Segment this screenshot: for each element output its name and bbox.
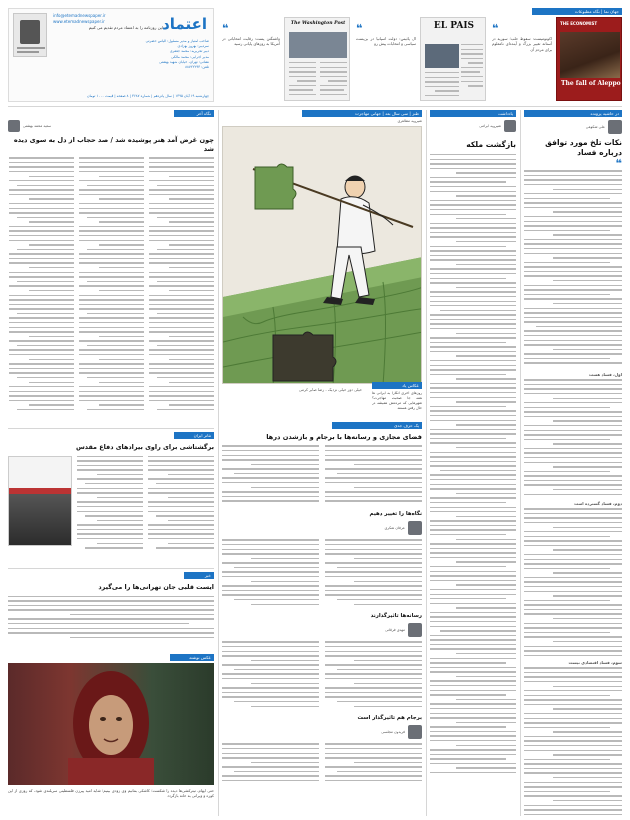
cartoon-caption: خیلی دور خیلی نزدیک - رضا صابر کرمی xyxy=(298,387,362,392)
author-name: شیرویه ابرامی xyxy=(479,124,501,128)
author-avatar xyxy=(408,623,422,637)
article-title[interactable]: بازگشت ملکه xyxy=(466,140,516,149)
paper-headline: The fall of Aleppo xyxy=(561,80,621,87)
article-title[interactable]: ایست قلبی جان تهرانی‌ها را می‌گیرد xyxy=(98,583,214,591)
author-name: علی شکوهی xyxy=(585,125,605,129)
author-avatar xyxy=(8,120,20,132)
author-name: مهدی فرقانی xyxy=(385,628,405,633)
section-label: خبر xyxy=(184,572,214,579)
section-label: یادداشت xyxy=(430,110,516,117)
column-rule xyxy=(218,110,219,816)
newspaper-thumb-economist[interactable] xyxy=(556,17,622,101)
subhead: دوم، فساد گسترده است xyxy=(574,501,622,507)
subhead[interactable]: رسانه‌ها تاثیرگذارند xyxy=(370,613,422,620)
contact-email[interactable]: info@etemadnewspaper.ir xyxy=(53,13,106,18)
masthead-line: نشانی: تهران، خیابان شهید بهشتی xyxy=(159,59,209,64)
tagline: این روزنامه را به اعتماد مردم تقدیم می کنیم xyxy=(88,25,163,30)
paper-photo xyxy=(425,44,459,68)
paper-mast: The Washington Post xyxy=(290,21,346,26)
contact-website[interactable]: www.etemadnewspaper.ir xyxy=(53,19,105,24)
section-label: نگاه آخر xyxy=(174,110,214,117)
author-name: فریدون مجلسی xyxy=(381,730,405,735)
paper-caption-text: اکونومیست: سقوط حلب؛ سوریه در آستانه تغییر بزرگ و آینده‌ای نامعلوم برای مردم آن xyxy=(492,36,552,52)
section-label: در حاشیه پرونده xyxy=(524,110,622,117)
quote-icon: ❝ xyxy=(615,157,622,171)
column-left xyxy=(8,110,214,816)
column-rule xyxy=(520,110,521,816)
masthead-line: تلفن: ۸۸۷۲۲۲۹۳ xyxy=(185,65,209,70)
paper-caption xyxy=(356,17,416,101)
column-center-right xyxy=(430,110,516,816)
quote-icon: ❝ xyxy=(222,22,229,35)
article-title[interactable]: نکات تلخ مورد توافق درباره فساد xyxy=(545,138,622,157)
author-avatar xyxy=(504,120,516,132)
press-review-label: جهان نما | نگاه مطبوعات xyxy=(532,8,622,15)
author-name: شیرویه مظاهری xyxy=(397,119,422,123)
author-name: سعید محمد بهشتی xyxy=(23,124,52,128)
press-review xyxy=(222,8,622,102)
article-title[interactable]: برگشتاشی برای راوی بیرادهای دفاع مقدس xyxy=(75,443,214,451)
paper-caption-text: ال پائیس: دولت اسپانیا در بن‌بست سیاسی و انتخابات پیش رو xyxy=(356,36,416,47)
photo-note-text: روزهای آخری آنکارا به ایرانی ها همه جا صحبت مهاجرت؟ شهرهایی که مردمش همیشه در حال رفتن هستند xyxy=(372,391,422,410)
date-line: چهارشنبه ۱۹ آبان ۱۳۹۵ | سال پانزدهم | شماره ۳۶۸۷ | ۸ صفحه | قیمت ۱۰۰۰ تومان xyxy=(87,94,209,98)
masthead-info xyxy=(53,39,209,70)
section-label: عکس نوشته xyxy=(170,654,214,661)
subhead[interactable]: برجام هم تاثیرگذار است xyxy=(357,715,422,722)
article-title[interactable]: چون غرض آمد هنر پوشیده شد / صد حجاب از دل به سوی دیده شد xyxy=(13,136,214,153)
paper-caption xyxy=(492,17,552,101)
photo-feature xyxy=(8,654,214,816)
author-avatar xyxy=(408,725,422,739)
paper-caption xyxy=(222,17,280,101)
author-name: عرفان شکری xyxy=(384,526,405,531)
photo-note-box xyxy=(372,382,422,418)
cartoon-illustration xyxy=(222,126,422,384)
article-body xyxy=(430,154,516,794)
paper-mast: THE ECONOMIST xyxy=(560,21,598,26)
logo-text: اعتماد xyxy=(162,15,207,33)
contact-info xyxy=(53,13,163,31)
subhead: سوم، فساد اقتصادی نیست xyxy=(568,660,622,666)
author-avatar xyxy=(408,521,422,535)
masthead-line: صاحب امتیاز و مدیر مسئول: الیاس حضرتی xyxy=(145,39,209,43)
column-rule xyxy=(426,110,427,816)
masthead-line: دبیر تحریریه: محمد جعفری xyxy=(169,49,209,54)
cartoon-svg xyxy=(223,127,422,384)
masthead-line: مدیر اجرایی: محمد مالکی xyxy=(171,54,209,59)
masthead-line: سردبیر: بهروز بهزادی xyxy=(177,44,209,49)
column-right xyxy=(524,110,622,816)
logo xyxy=(162,13,207,35)
header-rule xyxy=(8,106,622,107)
section-label: تئاتر ایران xyxy=(174,432,214,439)
masthead-thumbnail xyxy=(13,13,47,57)
subhead: اول، فساد هست xyxy=(589,372,622,378)
article-title[interactable]: فضای مجازی و رسانه‌ها با برجام و بازشدن درها xyxy=(266,433,422,441)
section-label: طنز | سی سال بعد | جهانی مهاجرت xyxy=(302,110,422,117)
quote-icon: ❝ xyxy=(356,22,363,35)
masthead xyxy=(8,8,214,102)
paper-photo xyxy=(560,32,620,78)
paper-photo xyxy=(289,32,347,58)
paper-mast: EL PAIS xyxy=(433,21,475,31)
newspaper-thumb-elpais[interactable] xyxy=(420,17,486,101)
lower-article xyxy=(222,422,422,816)
news-article xyxy=(8,572,214,648)
photo-svg xyxy=(8,663,214,785)
section-label: یک حرف جدی xyxy=(332,422,422,429)
quote-icon: ❝ xyxy=(492,22,499,35)
subhead[interactable]: نگاه‌ها را تغییر دهیم xyxy=(369,511,422,518)
poster-image xyxy=(8,456,72,546)
newspaper-thumb-washington-post[interactable] xyxy=(284,17,350,101)
author-avatar xyxy=(608,120,622,134)
photo-note-label: عکاس یاد xyxy=(372,382,422,389)
photo-caption: حتی ایهام، تیترکشی‌ها دیده را شکست؛ کاشکی بمانیم وی زودی بینیم؛ شاید امید پیرزن فلسطینی سربلندی شود، که روزی از این کوره و ویرانی به خانه بازگردد xyxy=(8,788,214,799)
paper-caption-text: واشنگتن پست: رقابت انتخاباتی در آمریکا به روزهای پایانی رسید xyxy=(222,36,280,47)
theatre-article xyxy=(8,432,214,562)
article-body xyxy=(524,170,622,370)
feature-photo[interactable] xyxy=(8,663,214,785)
column-center xyxy=(222,110,422,816)
